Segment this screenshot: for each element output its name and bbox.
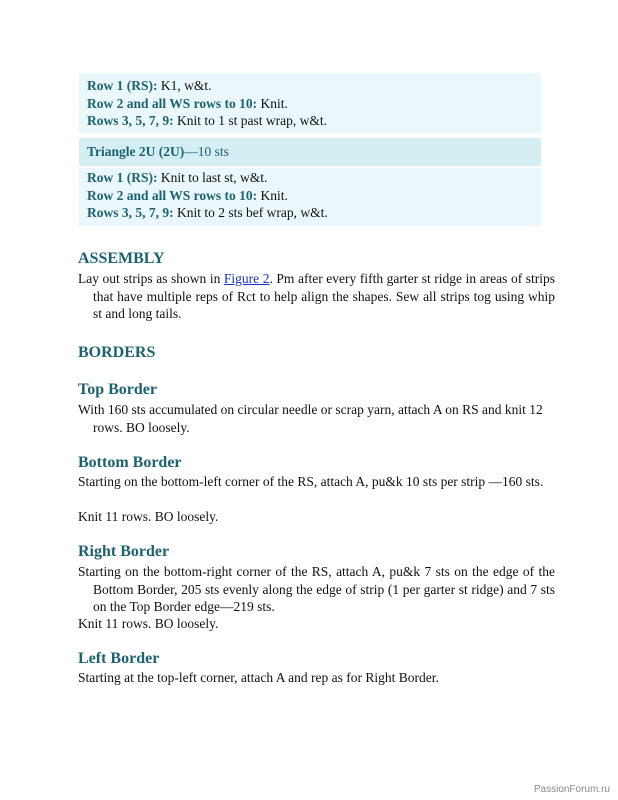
right-border-paragraph-2: Knit 11 rows. BO loosely. [78, 616, 219, 631]
instruction-row: Rows 3, 5, 7, 9: Knit to 1 st past wrap, w&t. [87, 113, 327, 128]
instruction-row: Row 1 (RS): K1, w&t. [87, 78, 212, 93]
subheading-bottom-border: Bottom Border [78, 454, 182, 471]
section-heading-assembly: ASSEMBLY [78, 250, 165, 267]
subheading-left-border: Left Border [78, 650, 160, 667]
top-border-paragraph: With 160 sts accumulated on circular needle or scrap yarn, attach A on RS and knit 12 rows. BO loosely. [78, 402, 543, 435]
bottom-border-paragraph-2: Knit 11 rows. BO loosely. [78, 509, 219, 524]
instruction-row: Row 2 and all WS rows to 10: Knit. [87, 95, 288, 111]
bottom-border-paragraph: Starting on the bottom-left corner of the RS, attach A, pu&k 10 sts per strip —160 sts. [78, 474, 544, 489]
instruction-row: Row 2 and all WS rows to 10: Knit. [87, 187, 288, 203]
right-border-paragraph: Starting on the bottom-right corner of the RS, attach A, pu&k 7 sts on the edge of the Bottom Border, 205 sts evenly along the edge of strip (1 per garter st ridge) and 7 sts on the Top Border edge—219 sts. [78, 564, 555, 614]
assembly-paragraph: Lay out strips as shown in Figure 2. Pm after every fifth garter st ridge in areas of strips that have multiple reps of Rct to help align the shapes. Sew all strips tog using whip st and long tails. [78, 271, 556, 321]
watermark: PassionForum.ru [533, 784, 610, 795]
left-border-paragraph: Starting at the top-left corner, attach A and rep as for Right Border. [78, 670, 439, 685]
figure-link[interactable]: Figure 2 [223, 271, 270, 286]
instruction-row: Rows 3, 5, 7, 9: Knit to 2 sts bef wrap, w&t. [87, 205, 328, 220]
subheading-right-border: Right Border [78, 543, 170, 560]
section-heading-borders: BORDERS [78, 344, 156, 361]
subheading-top-border: Top Border [78, 381, 157, 398]
triangle-header: Triangle 2U (2U)—10 sts [87, 144, 229, 159]
instruction-row: Row 1 (RS): Knit to last st, w&t. [87, 170, 268, 185]
